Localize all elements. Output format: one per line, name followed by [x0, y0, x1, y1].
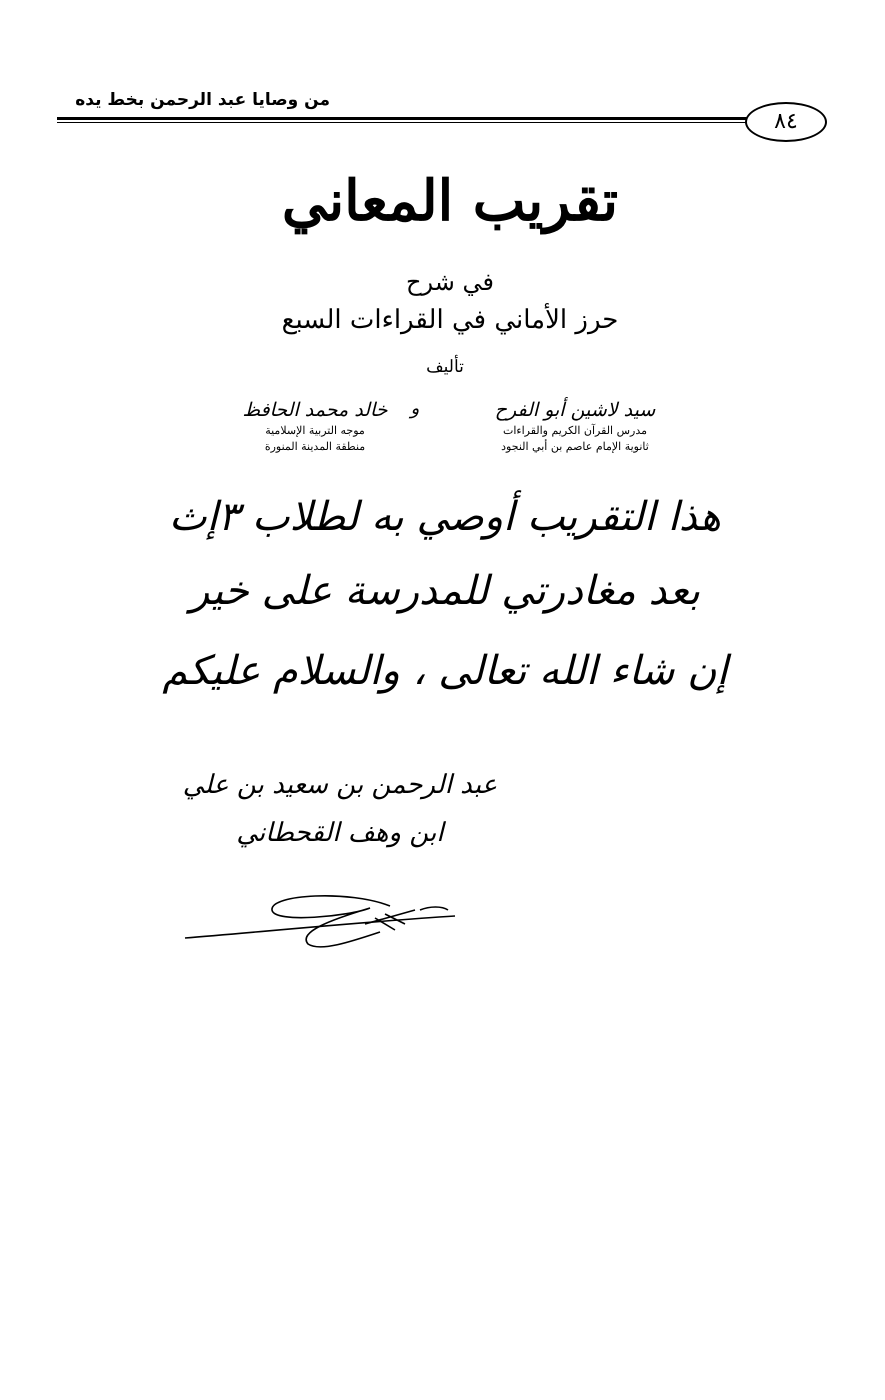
signature-name-line-2: ابن وهف القحطاني — [236, 818, 444, 848]
book-title: تقريب المعاني — [281, 168, 619, 234]
author-right — [470, 397, 680, 455]
book-subtitle-2: حرز الأماني في القراءات السبع — [281, 305, 619, 335]
handwritten-note-line-3: إن شاء الله تعالى ، والسلام عليكم — [162, 648, 728, 694]
author-right-line-1: مدرس القرآن الكريم والقراءات — [503, 424, 647, 437]
handwritten-note-line-2: بعد مغادرتي للمدرسة على خير — [190, 568, 700, 614]
header-rule — [57, 117, 747, 120]
author-left-line-2: منطقة المدينة المنورة — [264, 440, 366, 453]
author-right-name: سيد لاشين أبو الفرح — [494, 399, 656, 421]
author-right-line-2: ثانوية الإمام عاصم بن أبي النجود — [501, 440, 649, 453]
authorship-label: تأليف — [426, 357, 464, 377]
author-left-name: خالد محمد الحافظ — [242, 399, 388, 421]
page-number-badge: ٨٤ — [745, 102, 827, 142]
header-rule-thin — [57, 122, 747, 123]
author-conjunction: و — [410, 398, 420, 419]
handwritten-note-line-1: هذا التقريب أوصي به لطلاب ٣إث — [169, 494, 721, 540]
author-left — [210, 397, 420, 455]
handwritten-signature — [180, 880, 470, 960]
book-subtitle-1: في شرح — [406, 268, 494, 296]
author-left-line-1: موجه التربية الإسلامية — [265, 424, 365, 437]
running-header-title: من وصايا عبد الرحمن بخط يده — [75, 90, 330, 110]
signature-name-line-1: عبد الرحمن بن سعيد بن علي — [182, 770, 498, 800]
